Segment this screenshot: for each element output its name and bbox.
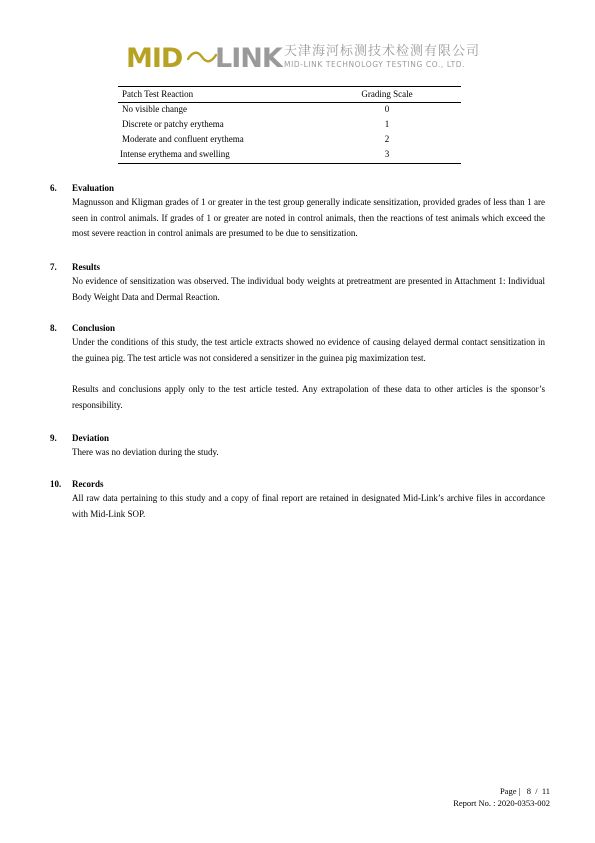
section-number: 6.	[50, 183, 57, 193]
section-paragraph: No evidence of sensitization was observed. The individual body weights at pretreatment are presented in Attachment 1: Individual Body Weight Data and Dermal Reaction.	[72, 276, 545, 302]
table-row	[118, 132, 461, 147]
section-title: Evaluation	[72, 183, 115, 193]
table-header-grade: Grading Scale	[361, 89, 413, 99]
company-logo	[126, 43, 481, 74]
table-cell-reaction: Discrete or patchy erythema	[122, 119, 224, 129]
company-name-chinese: 天津海河标测技术检测有限公司	[284, 44, 481, 59]
page-total: 11	[541, 786, 550, 796]
section-title: Conclusion	[72, 323, 116, 333]
table-cell-reaction: Moderate and confluent erythema	[122, 134, 244, 144]
table-bottom-rule	[118, 163, 461, 164]
table-row	[118, 102, 461, 117]
table-cell-reaction: Intense erythema and swelling	[120, 149, 230, 159]
section-number: 9.	[50, 433, 57, 443]
table-cell-grade: 2	[384, 134, 390, 144]
logo-text-mid: MID	[126, 43, 183, 74]
section-paragraph: There was no deviation during the study.	[72, 447, 219, 457]
page-label: Page |	[499, 786, 521, 796]
table-cell-grade: 1	[384, 119, 390, 129]
section-number: 7.	[50, 262, 57, 272]
section-paragraph: Results and conclusions apply only to the test article tested. Any extrapolation of these data to other articles is the sponsor’s responsibility.	[72, 384, 545, 410]
page-separator: /	[535, 786, 538, 796]
section-title: Deviation	[72, 433, 109, 443]
table-header-reaction: Patch Test Reaction	[122, 89, 194, 99]
logo-text-link: LINK	[215, 43, 282, 74]
page-number	[500, 786, 550, 796]
section-paragraph: All raw data pertaining to this study and a copy of final report are retained in designated Mid-Link’s archive files in accordance with Mid-Link SOP.	[72, 493, 545, 519]
page-current: 8	[526, 786, 531, 796]
table-header-row	[118, 87, 461, 102]
company-name-english: MID-LINK TECHNOLOGY TESTING CO., LTD.	[284, 60, 466, 69]
section-title: Results	[72, 262, 101, 272]
logo-swoosh-icon	[187, 50, 217, 64]
section-paragraph: Under the conditions of this study, the test article extracts showed no evidence of causing delayed dermal contact sensitization in the guinea pig. The test article was not considered a sensitizer in the guinea pig maximization test.	[72, 337, 545, 363]
table-row	[118, 117, 461, 132]
report-number: Report No. : 2020-0353-002	[453, 798, 550, 808]
section-title: Records	[72, 479, 104, 489]
section-number: 10.	[50, 479, 62, 489]
table-cell-grade: 3	[384, 149, 390, 159]
section-number: 8.	[50, 323, 57, 333]
section-paragraph: Magnusson and Kligman grades of 1 or greater in the test group generally indicate sensitization, provided grades of less than 1 are seen in control animals. If grades of 1 or greater are noted in control animals, then the reactions of test animals which exceed the most severe reaction in control animals are presumed to be due to sensitization.	[72, 197, 545, 239]
table-cell-grade: 0	[384, 104, 390, 114]
table-cell-reaction: No visible change	[122, 104, 187, 114]
table-row	[118, 147, 461, 162]
